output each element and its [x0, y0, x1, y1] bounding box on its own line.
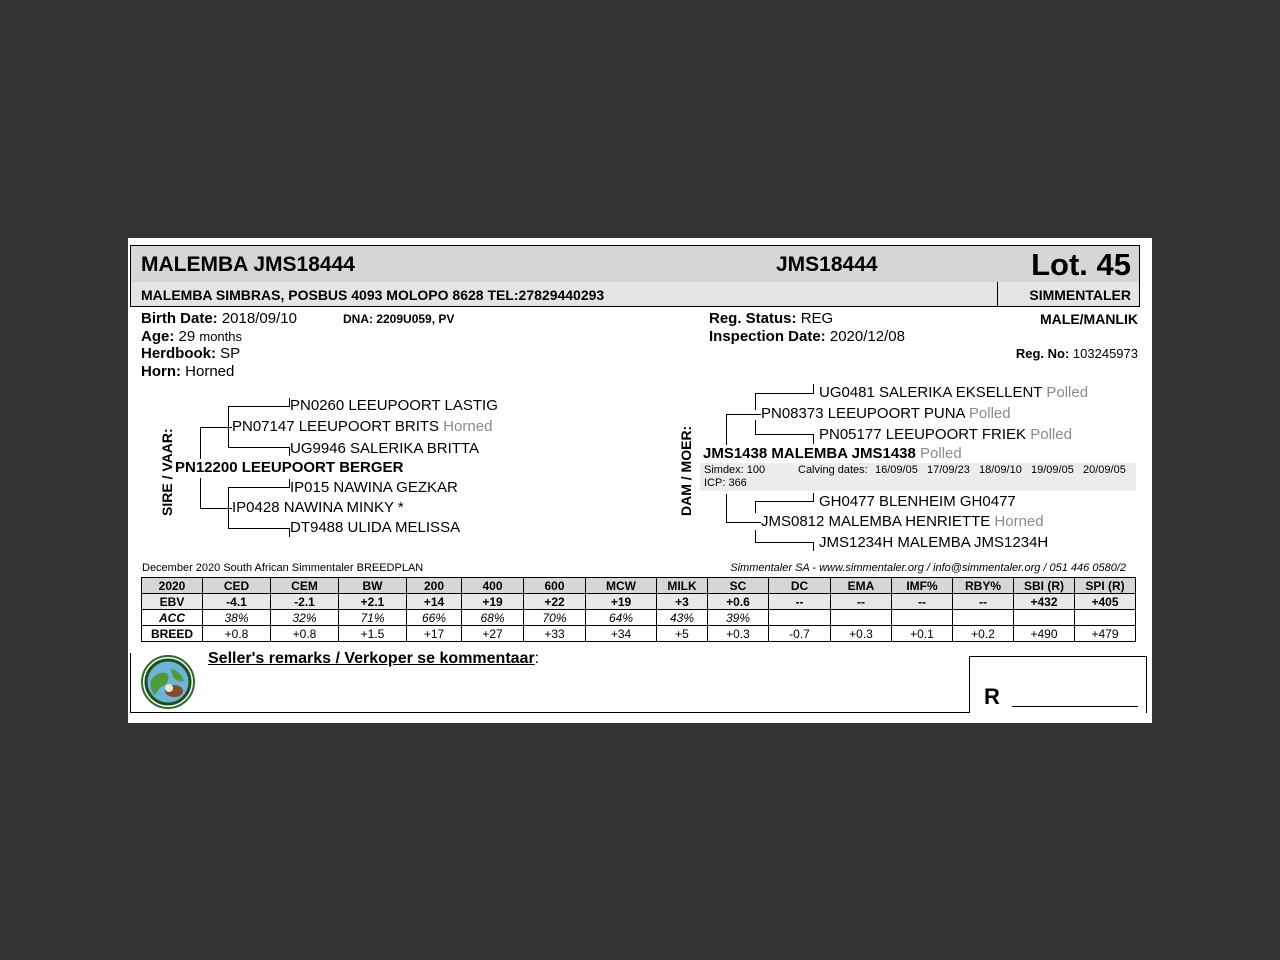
dam-performance-box — [700, 463, 1136, 491]
pedigree-line — [228, 447, 290, 448]
birth-date: Birth Date: 2018/09/10 — [141, 310, 297, 327]
table-cell: 32% — [271, 610, 339, 626]
column-header: CED — [203, 578, 271, 594]
ebv-row — [142, 594, 1136, 610]
dam-side-label: DAM / MOER: — [678, 425, 694, 516]
pedigree-line — [726, 414, 727, 445]
table-cell: 38% — [203, 610, 271, 626]
table-cell: +2.1 — [339, 594, 407, 610]
pedigree-line — [228, 487, 229, 528]
pedigree-line — [726, 414, 761, 415]
sire-sire-sire: PN0260 LEEUPOORT LASTIG — [290, 397, 498, 414]
table-cell: 43% — [657, 610, 708, 626]
calving-date: 19/09/05 — [1031, 464, 1074, 476]
table-cell: +0.3 — [708, 626, 769, 642]
calving-date: 16/09/05 — [875, 464, 918, 476]
pedigree-line — [200, 427, 232, 428]
acc-row — [142, 610, 1136, 626]
table-cell: +0.2 — [953, 626, 1014, 642]
table-cell: -- — [953, 594, 1014, 610]
pedigree-line — [755, 434, 813, 435]
table-cell: -- — [892, 594, 953, 610]
dam-dam-dam: JMS1234H MALEMBA JMS1234H — [819, 534, 1049, 551]
animal-name: MALEMBA JMS18444 — [141, 253, 355, 276]
age: Age: 29 months — [141, 328, 243, 345]
sire-dam: IP0428 NAWINA MINKY * — [232, 499, 404, 516]
seller-remarks-label: Seller's remarks / Verkoper se kommentaar: — [208, 650, 540, 667]
pedigree-line — [228, 487, 290, 488]
column-header: 200 — [407, 578, 462, 594]
table-cell: +19 — [462, 594, 524, 610]
pedigree-line — [200, 478, 201, 508]
table-cell: +17 — [407, 626, 462, 642]
table-cell: +27 — [462, 626, 524, 642]
column-header: DC — [769, 578, 831, 594]
dam-sire-sire: UG0481 SALERIKA EKSELLENT Polled — [819, 384, 1089, 401]
table-cell — [892, 610, 953, 626]
globe-logo-icon — [141, 655, 195, 709]
pedigree-line — [755, 393, 813, 394]
table-cell: +22 — [524, 594, 586, 610]
divider — [997, 282, 998, 306]
simdex: Simdex: 100 — [704, 464, 766, 476]
dna-info: DNA: 2209U059, PV — [343, 312, 455, 326]
table-cell: +432 — [1014, 594, 1075, 610]
remarks-border — [130, 712, 970, 713]
column-header: SC — [708, 578, 769, 594]
pedigree-line — [289, 398, 290, 407]
table-cell — [1075, 610, 1136, 626]
table-cell: +479 — [1075, 626, 1136, 642]
table-cell: +33 — [524, 626, 586, 642]
pedigree-line — [228, 528, 290, 529]
row-label: ACC — [142, 610, 203, 626]
table-cell: +3 — [657, 594, 708, 610]
pedigree-line — [755, 501, 813, 502]
table-cell: 39% — [708, 610, 769, 626]
remarks-border — [130, 653, 131, 713]
dam-name: JMS1438 MALEMBA JMS1438 Polled — [703, 445, 962, 462]
table-cell — [953, 610, 1014, 626]
dam-dam: JMS0812 MALEMBA HENRIETTE Horned — [761, 513, 1044, 530]
pedigree-line — [200, 427, 201, 459]
table-cell — [1014, 610, 1075, 626]
calving-date: 17/09/23 — [927, 464, 970, 476]
lot-card — [128, 238, 1152, 723]
column-header: SBI (R) — [1014, 578, 1075, 594]
table-cell: -2.1 — [271, 594, 339, 610]
row-label: BREED — [142, 626, 203, 642]
table-cell: -- — [831, 594, 892, 610]
pedigree-line — [755, 393, 756, 410]
breed-name: SIMMENTALER — [1029, 287, 1131, 303]
column-header: BW — [339, 578, 407, 594]
pedigree-line — [813, 384, 814, 394]
pedigree-line — [755, 530, 756, 542]
animal-code: JMS18444 — [776, 253, 878, 276]
reg-number: Reg. No: 103245973 — [1015, 346, 1138, 361]
table-cell: +1.5 — [339, 626, 407, 642]
sire-sire-dam: UG9946 SALERIKA BRITTA — [290, 440, 479, 457]
pedigree-line — [755, 420, 756, 435]
table-cell: +0.1 — [892, 626, 953, 642]
column-header: 2020 — [142, 578, 203, 594]
table-cell: +34 — [586, 626, 657, 642]
table-cell: 70% — [524, 610, 586, 626]
lot-number: Lot. 45 — [1031, 247, 1131, 282]
table-cell: +0.8 — [271, 626, 339, 642]
table-cell: +405 — [1075, 594, 1136, 610]
pedigree-line — [289, 447, 290, 456]
price-input-line[interactable] — [1012, 706, 1138, 707]
lot-header — [130, 245, 1140, 283]
sire-dam-dam: DT9488 ULIDA MELISSA — [290, 519, 461, 536]
reg-status: Reg. Status: REG — [709, 310, 834, 327]
horn-status: Horn: Horned — [141, 363, 235, 380]
calving-label: Calving dates: — [798, 464, 868, 476]
column-header: 400 — [462, 578, 524, 594]
table-cell: -0.7 — [769, 626, 831, 642]
pedigree-line — [289, 479, 290, 488]
table-cell: -4.1 — [203, 594, 271, 610]
dam-sire: PN08373 LEEUPOORT PUNA Polled — [761, 405, 1011, 422]
dam-dam-sire: GH0477 BLENHEIM GH0477 — [819, 493, 1016, 510]
column-header: MCW — [586, 578, 657, 594]
breed-avg-row — [142, 626, 1136, 642]
sire-sire: PN07147 LEEUPOORT BRITS Horned — [232, 418, 493, 435]
column-header: IMF% — [892, 578, 953, 594]
row-label: EBV — [142, 594, 203, 610]
remarks-border — [969, 656, 1147, 657]
table-cell: +14 — [407, 594, 462, 610]
breeder-bar — [130, 282, 1140, 307]
pedigree-line — [813, 434, 814, 444]
inspection-date: Inspection Date: 2020/12/08 — [709, 328, 905, 345]
price-prefix: R — [984, 684, 1000, 709]
column-header: 600 — [524, 578, 586, 594]
sire-dam-sire: IP015 NAWINA GEZKAR — [290, 479, 458, 496]
breedplan-source: December 2020 South African Simmentaler BREEDPLAN — [142, 562, 424, 574]
pedigree-line — [726, 522, 761, 523]
pedigree-line — [289, 528, 290, 537]
pedigree-line — [755, 501, 756, 513]
column-header: EMA — [831, 578, 892, 594]
table-cell: 68% — [462, 610, 524, 626]
column-header: SPI (R) — [1075, 578, 1136, 594]
pedigree-line — [228, 406, 290, 407]
pedigree-line — [813, 542, 814, 551]
ebv-header-row — [142, 578, 1136, 594]
sire-name: PN12200 LEEUPOORT BERGER — [175, 459, 404, 476]
sex: MALE/MANLIK — [1040, 311, 1138, 327]
column-header: CEM — [271, 578, 339, 594]
calving-date: 18/09/10 — [979, 464, 1022, 476]
table-cell: +5 — [657, 626, 708, 642]
icp: ICP: 366 — [704, 477, 747, 489]
pedigree-line — [755, 542, 813, 543]
table-cell: 71% — [339, 610, 407, 626]
table-cell: 66% — [407, 610, 462, 626]
column-header: MILK — [657, 578, 708, 594]
table-cell: -- — [769, 594, 831, 610]
table-cell: 64% — [586, 610, 657, 626]
pedigree-line — [726, 494, 727, 522]
column-header: RBY% — [953, 578, 1014, 594]
herdbook: Herdbook: SP — [141, 345, 241, 362]
ebv-table — [141, 577, 1136, 642]
table-cell: +490 — [1014, 626, 1075, 642]
table-cell: +0.6 — [708, 594, 769, 610]
calving-date: 20/09/05 — [1083, 464, 1126, 476]
pedigree-line — [813, 493, 814, 502]
table-cell: +0.8 — [203, 626, 271, 642]
dam-sire-dam: PN05177 LEEUPOORT FRIEK Polled — [819, 426, 1072, 443]
table-cell: +19 — [586, 594, 657, 610]
table-cell: +0.3 — [831, 626, 892, 642]
breedplan-contact: Simmentaler SA - www.simmentaler.org / info@simmentaler.org / 051 446 0580/2 — [730, 562, 1126, 574]
sire-side-label: SIRE / VAAR: — [159, 428, 175, 516]
remarks-border — [969, 656, 970, 713]
breeder-info: MALEMBA SIMBRAS, POSBUS 4093 MOLOPO 8628 TEL:27829440293 — [141, 287, 605, 303]
remarks-border — [1146, 656, 1147, 713]
table-cell — [831, 610, 892, 626]
table-cell — [769, 610, 831, 626]
